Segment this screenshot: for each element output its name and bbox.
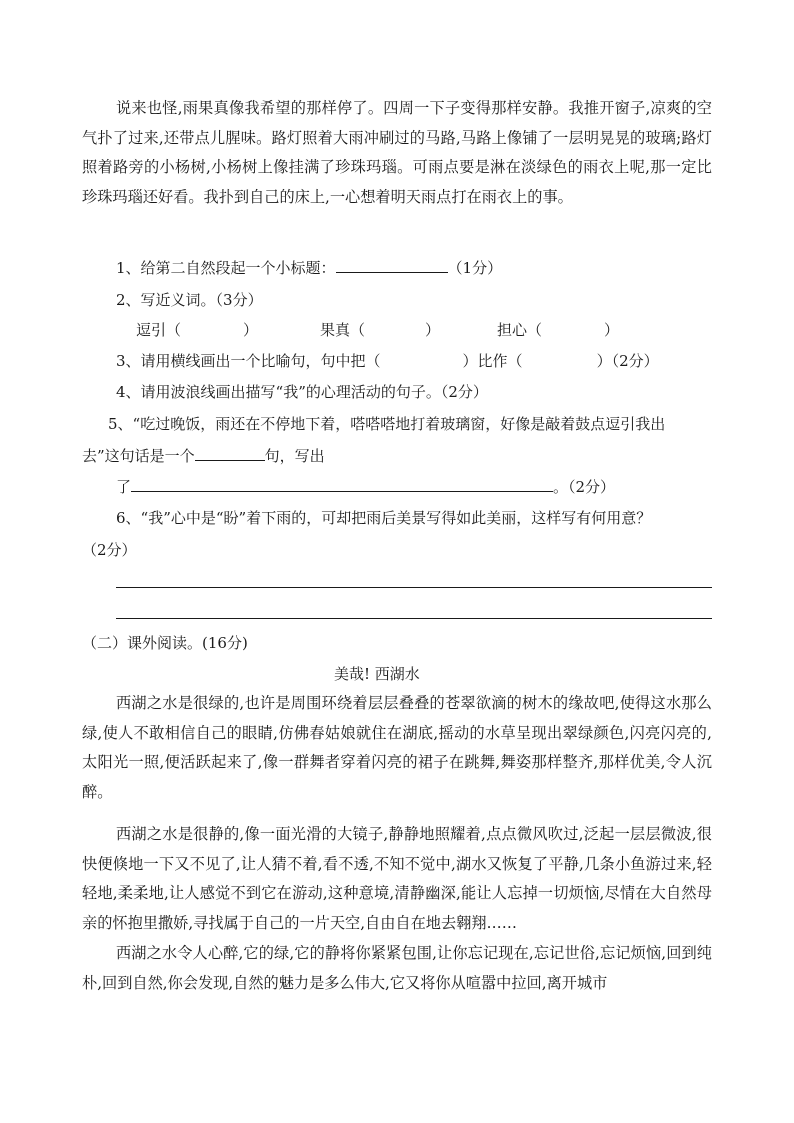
question-6-line-2: （2分） [82,541,137,559]
question-2: 2、写近义词。（3分） [116,291,263,309]
question-3-part3: ）（2分） [596,352,659,370]
synonym-word-3: 担心（ [497,321,543,339]
article-paragraph-3: 西湖之水令人心醉,它的绿,它的静将你紧紧包围,让你忘记现在,忘记世俗,忘记烦恼,回到纯朴,回到自然,你会发现,自然的魅力是多么伟大,它又将你从喧嚣中拉回,离开城市 [82,944,712,992]
question-5-answer-blank[interactable] [131,477,553,492]
synonym-close-3: ） [604,321,620,339]
synonym-item-3 [497,320,619,340]
article-title: 美哉! 西湖水 [334,665,420,683]
question-5-score: 。（2分） [553,478,616,496]
synonym-row [136,320,258,340]
question-3-part1: 3、请用横线画出一个比喻句，句中把（ [116,352,381,370]
question-1-answer-blank[interactable] [336,258,448,273]
article-paragraph-1: 西湖之水是很绿的,也许是周围环绕着层层叠叠的苍翠欲滴的树木的缘故吧,使得这水那么绿,使人不敢相信自己的眼睛,仿佛春姑娘就住在湖底,摇动的水草呈现出翠绿颜色,闪亮闪亮的,太阳光一照,便活跃起来了,像一群舞者穿着闪亮的裙子在跳舞,舞姿那样整齐,那样优美,令人沉醉。 [82,694,712,801]
question-6-line-1: 6、“我”心中是“盼”着下雨的，可却把雨后美景写得如此美丽，这样写有何用意？ [116,509,652,527]
synonym-word-2: 果真（ [320,321,366,339]
section-2-heading: （二）课外阅读。(16分) [82,634,248,652]
question-5-text-c: 了 [116,478,132,496]
synonym-close-1: ） [243,321,259,339]
synonym-word-1: 逗引（ [136,321,182,339]
answer-line-2[interactable] [116,618,712,619]
synonym-close-2: ） [425,321,441,339]
question-5-line-3 [116,477,615,497]
question-1 [116,258,502,278]
question-5-sentence-type-blank[interactable] [195,446,265,461]
question-3 [116,351,659,371]
question-5-line-2 [82,446,325,466]
passage-paragraph: 说来也怪,雨果真像我希望的那样停了。四周一下子变得那样安静。我推开窗子,凉爽的空气扑了过来,还带点儿腥味。路灯照着大雨冲刷过的马路,马路上像铺了一层明晃晃的玻璃;路灯照着路旁的小杨树,小杨树上像挂满了珍珠玛瑙。可雨点要是淋在淡绿色的雨衣上呢,那一定比珍珠玛瑙还好看。我扑到自己的床上,一心想着明天雨点打在雨衣上的事。 [82,99,712,206]
question-1-score: （1分） [447,259,503,277]
question-3-part2: ）比作（ [462,352,523,370]
article-paragraph-2: 西湖之水是很静的,像一面光滑的大镜子,静静地照耀着,点点微风吹过,泛起一层层微波,很快便倏地一下又不见了,让人猜不着,看不透,不知不觉中,湖水又恢复了平静,几条小鱼游过来,轻轻地,柔柔地,让人感觉不到它在游动,这种意境,清静幽深,能让人忘掉一切烦恼,尽情在大自然母亲的怀抱里撒娇,寻找属于自己的一片天空,自由自在地去翱翔…… [82,825,712,932]
synonym-item-2 [320,320,440,340]
answer-line-1[interactable] [116,587,712,588]
question-4: 4、请用波浪线画出描写“我”的心理活动的句子。（2分） [116,383,488,401]
question-1-text: 1、给第二自然段起一个小标题： [116,259,336,277]
question-5-line-1: 5、“吃过晚饭，雨还在不停地下着，嗒嗒嗒地打着玻璃窗，好像是敲着鼓点逗引我出 [108,415,666,433]
question-5-text-a: 去”这句话是一个 [82,447,195,465]
question-5-text-b: 句，写出 [264,447,325,465]
